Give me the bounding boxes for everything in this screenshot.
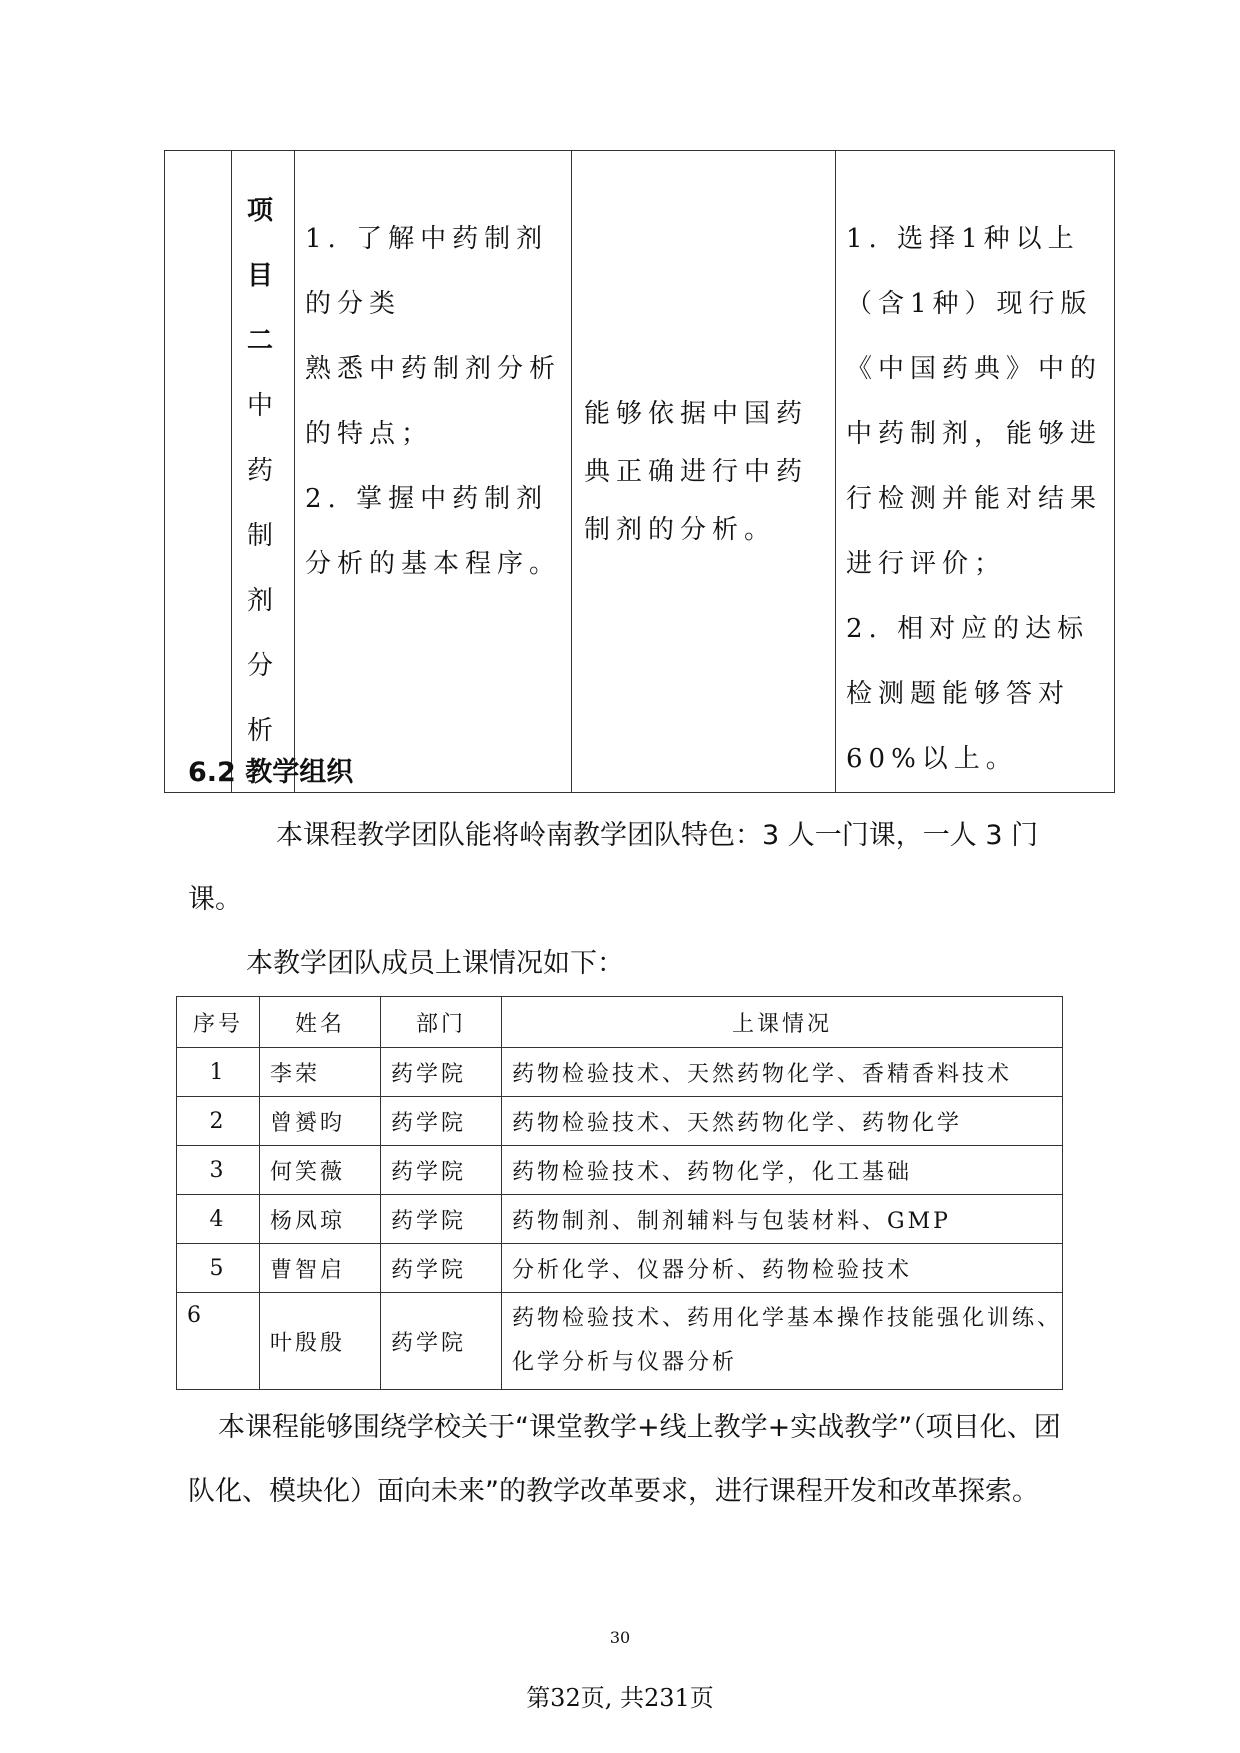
paragraph-reform: 本课程能够围绕学校关于“课堂教学+线上教学+实战教学”（项目化、团队化、模块化）面向未来”的教学改革要求，进行课程开发和改革探索。	[188, 1412, 1061, 1507]
cell: 2	[177, 1097, 260, 1146]
cell: 杨凤琼	[260, 1195, 381, 1244]
cell: 药学院	[381, 1244, 502, 1293]
cell: 药物检验技术、天然药物化学、香精香料技术	[502, 1048, 1063, 1097]
section-heading: 6.2 教学组织	[188, 757, 354, 788]
knowledge-cell: 1. 了解中药制剂的分类 熟悉中药制剂分析的特点； 2. 掌握中药制剂分析的基本程序。	[295, 151, 572, 793]
table-row	[177, 1048, 1063, 1097]
table-row	[177, 1293, 1063, 1390]
cell: 李荣	[260, 1048, 381, 1097]
page-number: 30	[609, 1628, 631, 1647]
team-table	[176, 996, 1063, 1390]
cell: 药学院	[381, 1293, 502, 1390]
cell: 3	[177, 1146, 260, 1195]
header-cell: 上课情况	[502, 997, 1063, 1048]
cell: 药学院	[381, 1195, 502, 1244]
header-cell: 姓名	[260, 997, 381, 1048]
cell: 5	[177, 1244, 260, 1293]
project-name-cell: 项 目 二 中 药 制 剂 分 析	[232, 151, 295, 793]
project-table	[164, 150, 1115, 793]
ability-cell: 能够依据中国药典正确进行中药制剂的分析。	[572, 151, 836, 793]
cell: 1	[177, 1048, 260, 1097]
cell: 分析化学、仪器分析、药物检验技术	[502, 1244, 1063, 1293]
cell: 药物检验技术、药用化学基本操作技能强化训练、化学分析与仪器分析	[502, 1293, 1063, 1390]
cell: 4	[177, 1195, 260, 1244]
cell: 药物检验技术、天然药物化学、药物化学	[502, 1097, 1063, 1146]
table-row	[177, 1146, 1063, 1195]
header-cell: 部门	[381, 997, 502, 1048]
cell: 何笑薇	[260, 1146, 381, 1195]
table-row	[177, 1097, 1063, 1146]
header-cell: 序号	[177, 997, 260, 1048]
cell: 曹智启	[260, 1244, 381, 1293]
cell: 药学院	[381, 1048, 502, 1097]
paragraph-team-intro: 本教学团队成员上课情况如下：	[246, 948, 624, 979]
cell: 药物制剂、制剂辅料与包装材料、GMP	[502, 1195, 1063, 1244]
cell: 药物检验技术、药物化学，化工基础	[502, 1146, 1063, 1195]
table-row	[177, 1244, 1063, 1293]
table-header-row	[177, 997, 1063, 1048]
cell: 药学院	[381, 1146, 502, 1195]
page-footer: 第32页, 共231页	[526, 1684, 714, 1712]
cell: 曾赟昀	[260, 1097, 381, 1146]
cell: 药学院	[381, 1097, 502, 1146]
assessment-cell: 1. 选择1种以上（含1种）现行版《中国药典》中的中药制剂，能够进行检测并能对结果进行评价； 2. 相对应的达标检测题能够答对60%以上。	[836, 151, 1115, 793]
cell: 叶殷殷	[260, 1293, 381, 1390]
table-row	[177, 1195, 1063, 1244]
empty-cell	[165, 151, 232, 793]
cell: 6	[177, 1293, 260, 1390]
paragraph-team-feature: 本课程教学团队能将岭南教学团队特色：3 人一门课，一人 3 门课。	[188, 820, 1039, 915]
